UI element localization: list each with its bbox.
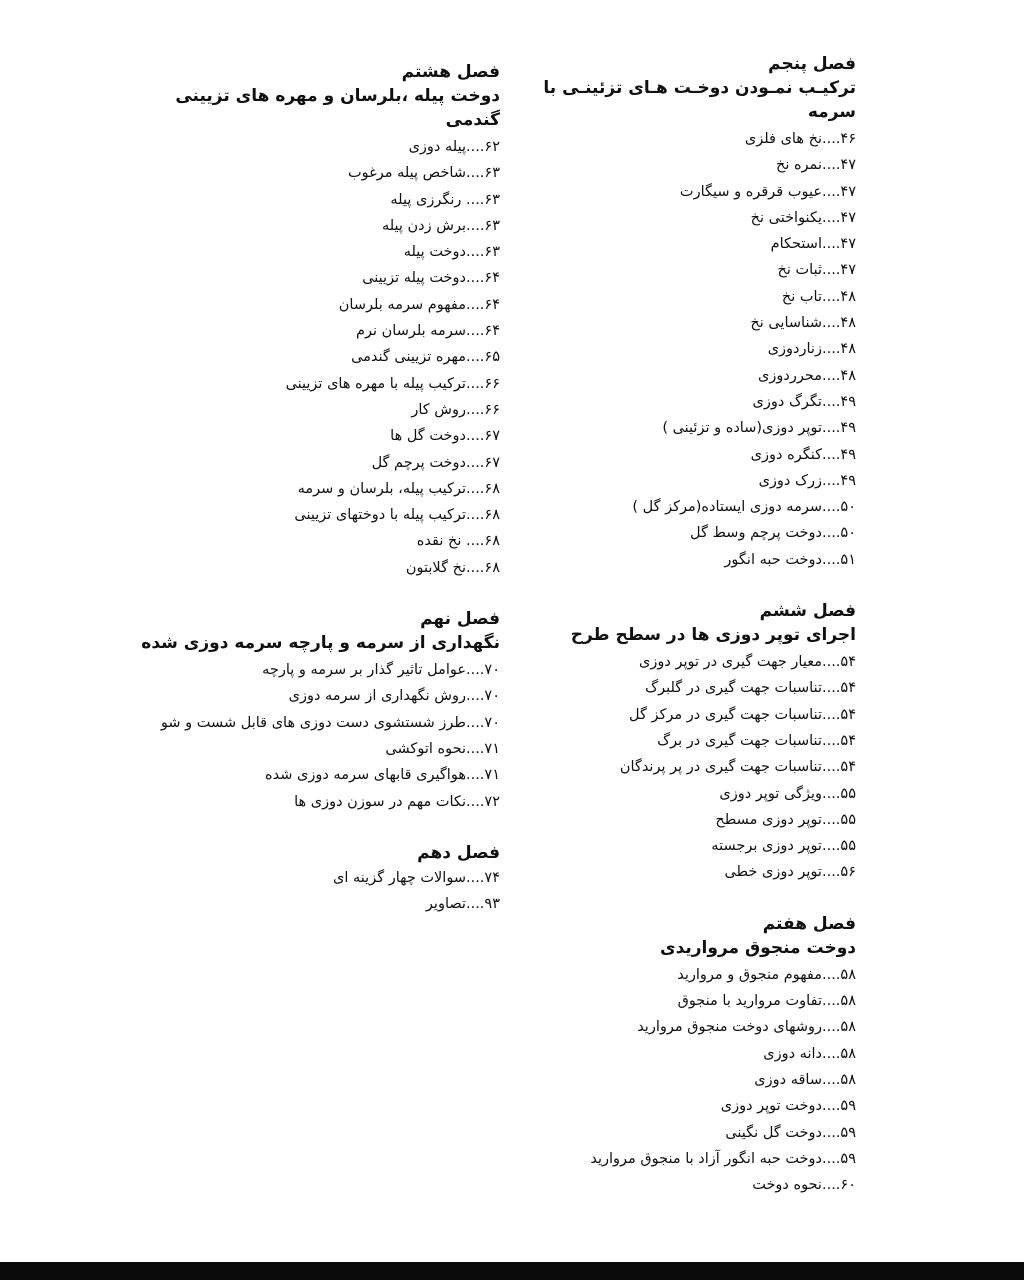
chapter-9	[120, 607, 500, 815]
toc-entry: ۴۹....زرک دوزی	[758, 472, 856, 489]
toc-entry: ۵۴....تناسبات جهت گیری در پر پرندگان	[619, 759, 856, 776]
toc-entry: ۵۵....ویژگی توپر دوزی	[719, 785, 856, 802]
toc-entry: ۴۸....زناردوزی	[767, 341, 856, 358]
toc-entry: ۵۸....روشهای دوخت منجوق مروارید	[637, 1019, 856, 1036]
toc-entry: ۶۴....سرمه بلرسان نرم	[356, 323, 500, 340]
toc-entry: ۵۱....دوخت حبه انگور	[724, 551, 856, 568]
toc-entry: ۴۹....تگرگ دوزی	[752, 393, 856, 410]
toc-entry: ۷۱....نحوه اتوکشی	[385, 740, 500, 757]
toc-entry: ۵۸....مفهوم منجوق و مروارید	[677, 966, 856, 983]
toc-entry: ۶۴....مفهوم سرمه بلرسان	[338, 296, 500, 313]
toc-entry: ۴۷....ثبات نخ	[777, 262, 856, 279]
chapter-7	[526, 912, 856, 1199]
toc-entry: ۶۶....ترکیب پیله با مهره های تزیینی	[285, 375, 500, 392]
chapter-7-subtitle: دوخت منجوق مرواریدی	[659, 937, 856, 958]
toc-entry: ۵۹....دوخت توپر دوزی	[720, 1098, 856, 1115]
toc-entry: ۷۴....سوالات چهار گزینه ای	[333, 869, 500, 886]
toc-entry: ۵۴....تناسبات جهت گیری در گلبرگ	[645, 680, 856, 697]
toc-entry: ۴۹....کنگره دوزی	[750, 446, 856, 463]
toc-entry: ۵۴....معیار جهت گیری در توپر دوزی	[639, 654, 856, 671]
toc-entry: ۵۰....سرمه دوزی ایستاده(مرکز گل )	[632, 499, 856, 516]
chapter-6-subtitle: اجرای توپر دوزی ها در سطح طرح	[570, 625, 856, 646]
toc-entry: ۴۷....یکنواختی نخ	[750, 209, 856, 226]
toc-entry: ۶۷....دوخت پرچم گل	[371, 454, 500, 471]
toc-entry: ۴۹....توپر دوزی(ساده و تزئینی )	[662, 420, 856, 437]
toc-entry: ۶۸.... نخ نقده	[416, 533, 500, 550]
toc-entry: ۷۱....هواگیری قابهای سرمه دوزی شده	[265, 767, 500, 784]
toc-entry: ۵۹....دوخت گل نگینی	[725, 1124, 856, 1141]
toc-entry: ۴۸....محرردوزی	[758, 367, 856, 384]
bottom-bar	[0, 1262, 1024, 1280]
toc-entry: ۶۶....روش کار	[411, 401, 500, 418]
toc-entry: ۶۳....شاخص پیله مرغوب	[347, 165, 500, 182]
chapter-8	[120, 60, 500, 581]
toc-entry: ۴۷....عیوب قرقره و سیگارت	[679, 183, 856, 200]
toc-entry: ۶۳.... رنگرزی پیله	[390, 191, 500, 208]
chapter-5	[526, 52, 856, 573]
toc-column-left	[120, 60, 500, 943]
toc-entry: ۵۹....دوخت حبه انگور آزاد با منجوق مروارید	[590, 1150, 856, 1167]
chapter-5-title: فصل پنجم	[768, 54, 856, 74]
toc-entry: ۵۸....ساقه دوزی	[754, 1071, 856, 1088]
toc-entry: ۶۸....نخ گلابتون	[405, 559, 500, 576]
chapter-7-title: فصل هفتم	[762, 913, 856, 934]
toc-entry: ۴۷....استحکام	[770, 236, 856, 253]
chapter-9-subtitle: نگهداری از سرمه و پارچه سرمه دوزی شده	[141, 633, 500, 654]
toc-entry: ۴۶....نخ های فلزی	[744, 131, 856, 147]
toc-entry: ۶۳....دوخت پیله	[403, 244, 500, 261]
toc-entry: ۹۳....تصاویر	[425, 896, 500, 913]
toc-entry: ۶۸....ترکیب پیله، بلرسان و سرمه	[297, 480, 500, 497]
toc-entry: ۶۰....نحوه دوخت	[752, 1177, 856, 1194]
chapter-5-subtitle: ترکیـب نمـودن دوخـت هـای تزئینـی با سرمه	[543, 78, 856, 122]
toc-entry: ۵۴....تناسبات جهت گیری در مرکز گل	[628, 706, 856, 723]
chapter-6	[526, 599, 856, 886]
chapter-10-title: فصل دهم	[417, 842, 500, 863]
chapter-8-subtitle: دوخت پیله ،بلرسان و مهره های تزیینی گندمی	[175, 86, 500, 130]
toc-entry: ۴۸....شناسایی نخ	[750, 315, 856, 332]
toc-entry: ۶۴....دوخت پیله تزیینی	[362, 270, 500, 287]
toc-entry: ۴۷....نمره نخ	[775, 157, 856, 174]
toc-entry: ۶۲....پیله دوزی	[408, 139, 500, 155]
toc-entry: ۷۰....روش نگهداری از سرمه دوزی	[288, 688, 500, 705]
toc-entry: ۴۸....تاب نخ	[781, 288, 856, 305]
chapter-6-title: فصل ششم	[759, 601, 856, 622]
toc-entry: ۷۲....نکات مهم در سوزن دوزی ها	[294, 793, 500, 810]
chapter-10	[120, 841, 500, 918]
toc-entry: ۷۰....طرز شستشوی دست دوزی های قابل شست و شو	[160, 714, 500, 731]
chapter-8-title: فصل هشتم	[401, 62, 500, 82]
toc-entry: ۵۵....توپر دوزی برجسته	[711, 838, 856, 855]
toc-entry: ۵۰....دوخت پرچم وسط گل	[690, 525, 856, 542]
toc-entry: ۶۵....مهره تزیینی گندمی	[351, 349, 500, 366]
toc-entry: ۶۳....برش زدن پیله	[381, 217, 500, 234]
toc-entry: ۵۶....توپر دوزی خطی	[724, 864, 856, 881]
toc-entry: ۵۸....دانه دوزی	[763, 1045, 856, 1062]
toc-entry: ۷۰....عوامل تاثیر گذار بر سرمه و پارچه	[262, 662, 500, 679]
toc-entry: ۵۵....توپر دوزی مسطح	[715, 811, 856, 828]
toc-entry: ۶۸....ترکیب پیله با دوختهای تزیینی	[294, 507, 500, 524]
chapter-9-title: فصل نهم	[420, 609, 500, 630]
toc-entry: ۶۷....دوخت گل ها	[390, 428, 500, 445]
toc-entry: ۵۸....تفاوت مروارید با منجوق	[677, 993, 856, 1010]
toc-entry: ۵۴....تناسبات جهت گیری در برگ	[657, 732, 856, 749]
toc-column-right	[526, 52, 856, 1224]
